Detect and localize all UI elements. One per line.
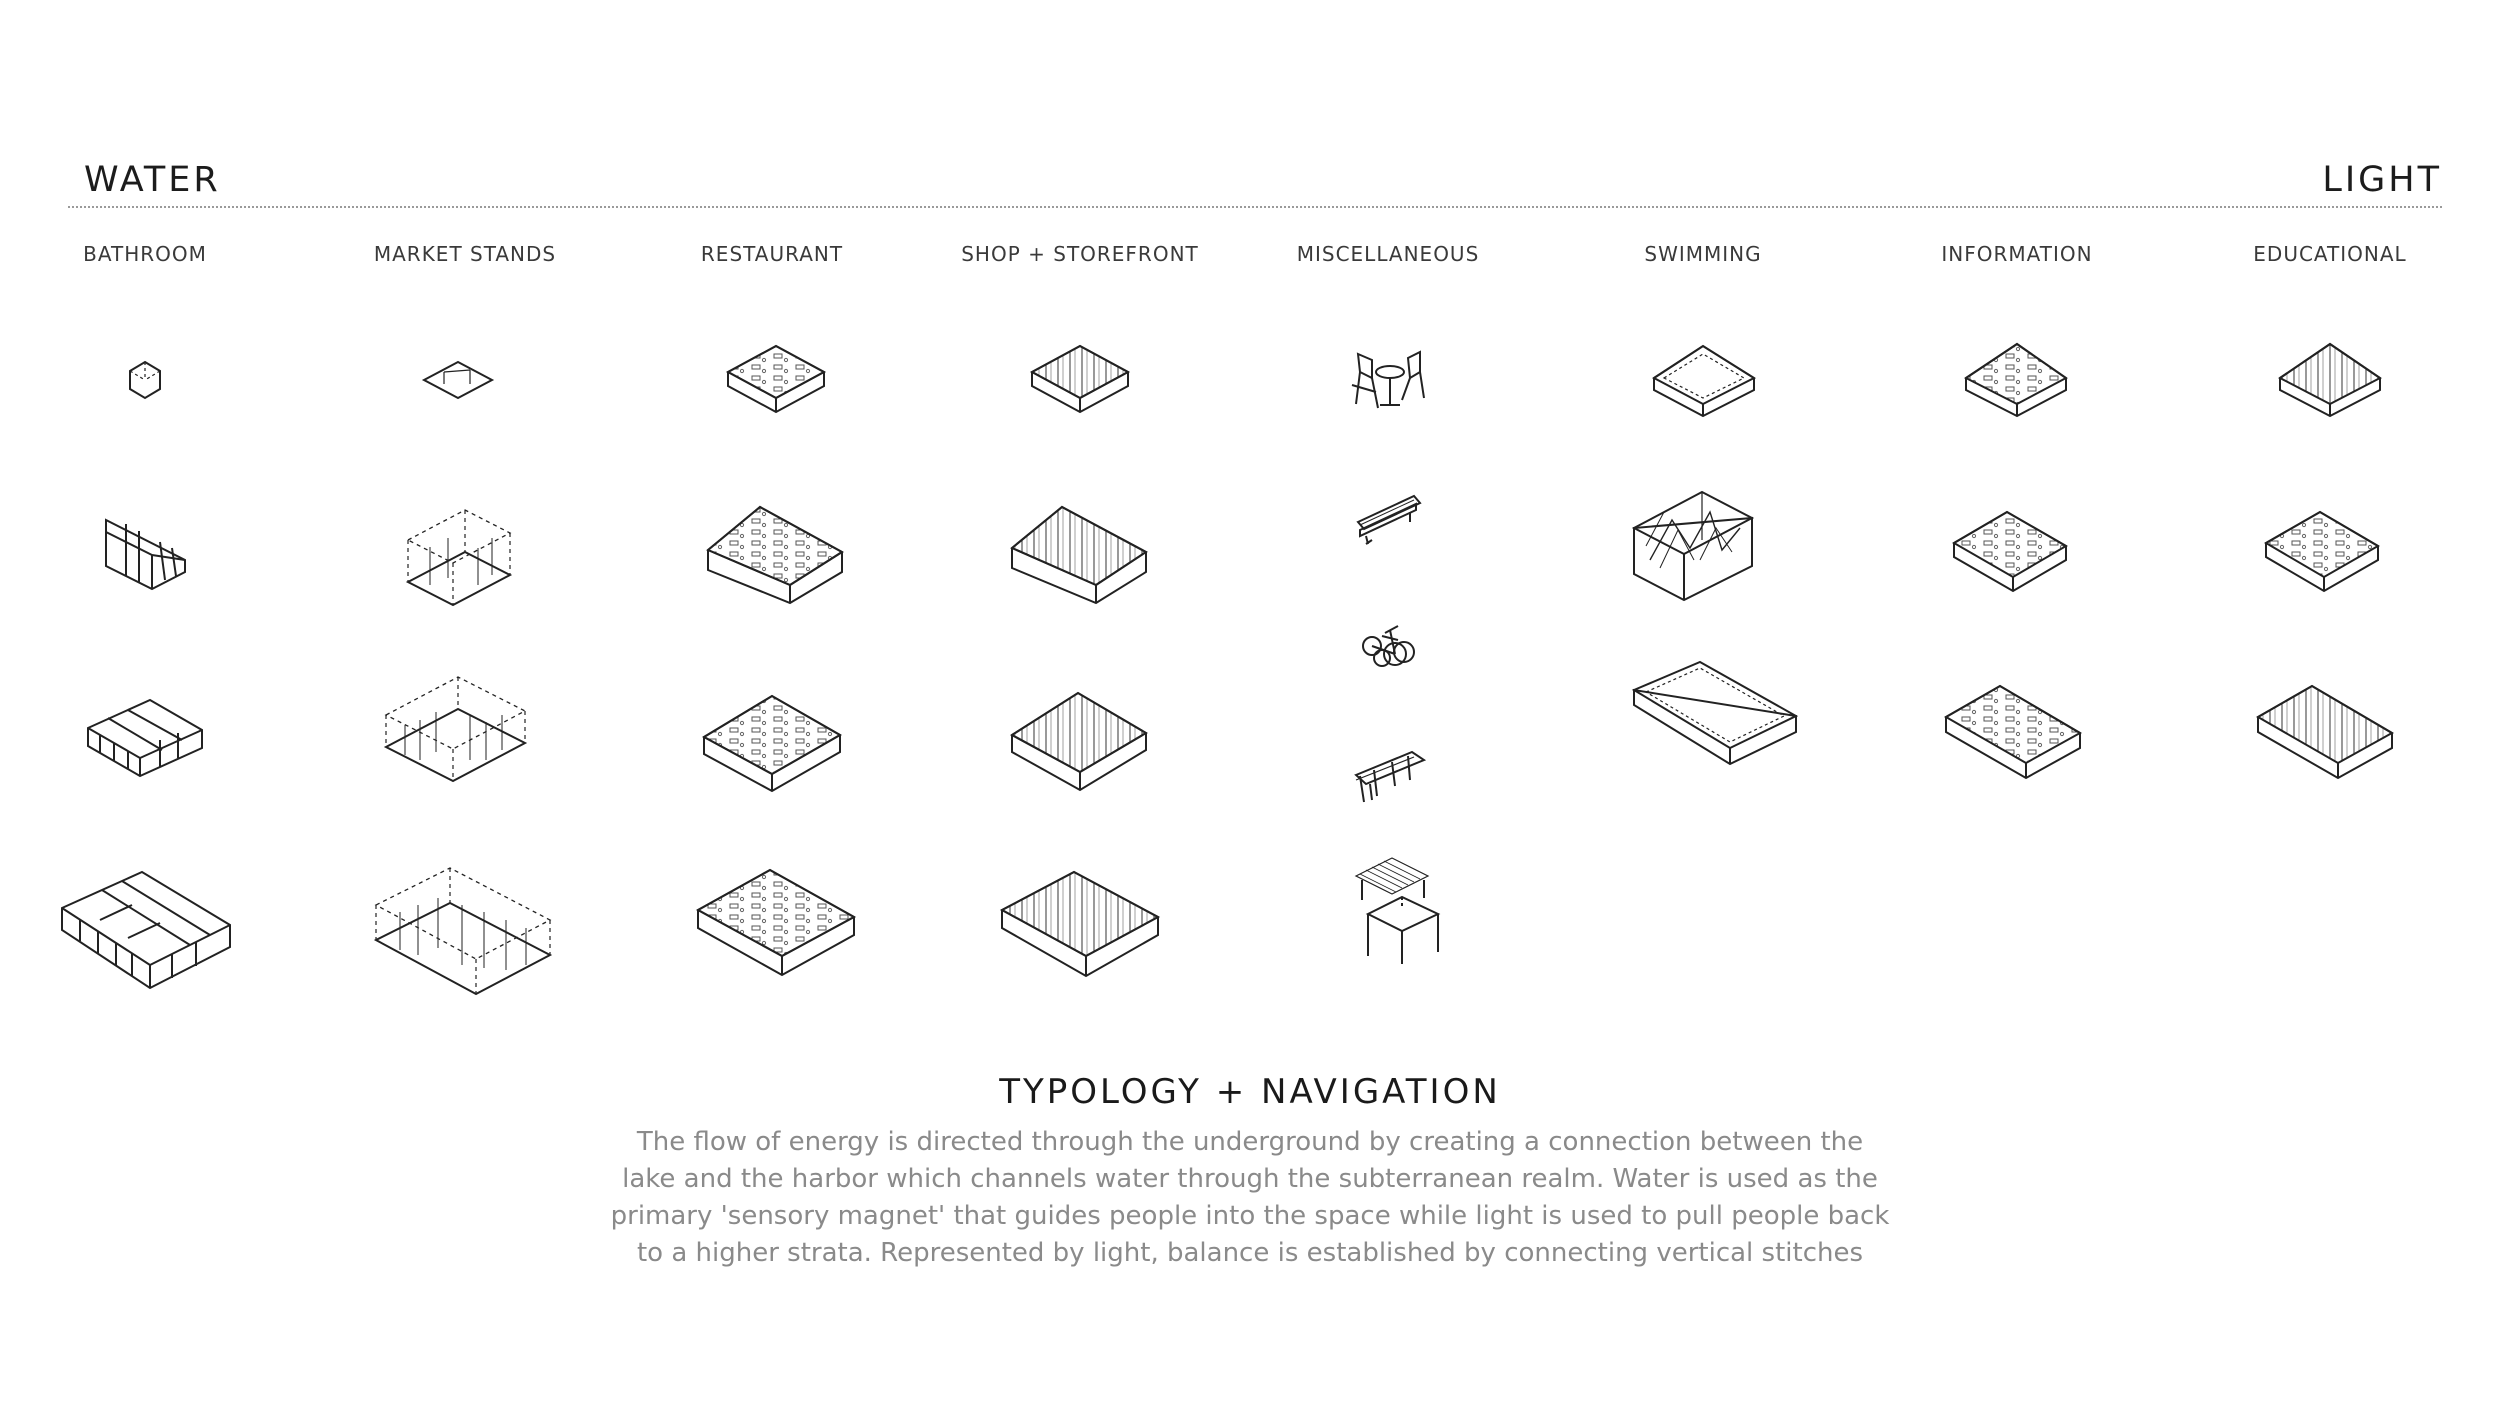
- bike-rack: [1356, 752, 1424, 802]
- bench: [1358, 496, 1420, 544]
- description-line-4: to a higher strata. Represented by light, balance is established by connecting vertical stitches: [636, 1238, 1864, 1268]
- description-line-1: The flow of energy is directed through the underground by creating a connection between the: [636, 1127, 1864, 1157]
- information-medium: [1954, 512, 2066, 591]
- category-swimming: SWIMMING: [1644, 242, 1762, 266]
- pavilion: [1356, 858, 1438, 964]
- bathroom-small: [130, 362, 160, 398]
- bathroom-xlarge: [62, 872, 230, 988]
- bicycles: [1363, 626, 1414, 666]
- description-line-2: lake and the harbor which channels water through the subterranean realm. Water is used as the: [622, 1164, 1878, 1194]
- category-educational: EDUCATIONAL: [2253, 242, 2407, 266]
- description: [600, 1124, 1900, 1272]
- restaurant-large: [704, 696, 840, 791]
- section-title: TYPOLOGY + NAVIGATION: [999, 1072, 1501, 1112]
- educational-small: [2280, 344, 2380, 416]
- restaurant-medium: [708, 507, 842, 603]
- market-stands-small: [424, 362, 492, 398]
- shop-storefront-small: [1032, 346, 1128, 412]
- restaurant-small: [728, 346, 824, 412]
- information-large: [1946, 686, 2080, 778]
- market-stands-large: [386, 677, 525, 781]
- category-information: INFORMATION: [1941, 242, 2093, 266]
- restaurant-xlarge: [698, 870, 854, 975]
- shop-storefront-medium: [1012, 507, 1146, 603]
- category-shop-storefront: SHOP + STOREFRONT: [961, 242, 1199, 266]
- shop-storefront-large: [1012, 693, 1146, 790]
- swimming-small: [1654, 346, 1754, 416]
- water-label: WATER: [84, 160, 221, 200]
- shop-storefront-xlarge: [1002, 872, 1158, 976]
- cafe-table-chairs: [1352, 352, 1424, 408]
- category-restaurant: RESTAURANT: [700, 242, 844, 266]
- category-market-stands: MARKET STANDS: [373, 242, 557, 266]
- information-small: [1966, 344, 2066, 416]
- educational-medium: [2266, 512, 2378, 591]
- swimming-medium: [1634, 492, 1752, 600]
- market-stands-xlarge: [376, 868, 550, 994]
- description-line-3: primary 'sensory magnet' that guides people into the space while light is used to pull people back: [610, 1201, 1890, 1231]
- category-miscellaneous: MISCELLANEOUS: [1296, 242, 1480, 266]
- educational-large: [2258, 686, 2392, 778]
- market-stands-medium: [408, 510, 510, 605]
- bathroom-medium: [106, 520, 185, 589]
- swimming-large: [1634, 662, 1796, 764]
- category-bathroom: BATHROOM: [83, 242, 207, 266]
- light-label: LIGHT: [2322, 160, 2442, 200]
- bathroom-large: [88, 700, 202, 776]
